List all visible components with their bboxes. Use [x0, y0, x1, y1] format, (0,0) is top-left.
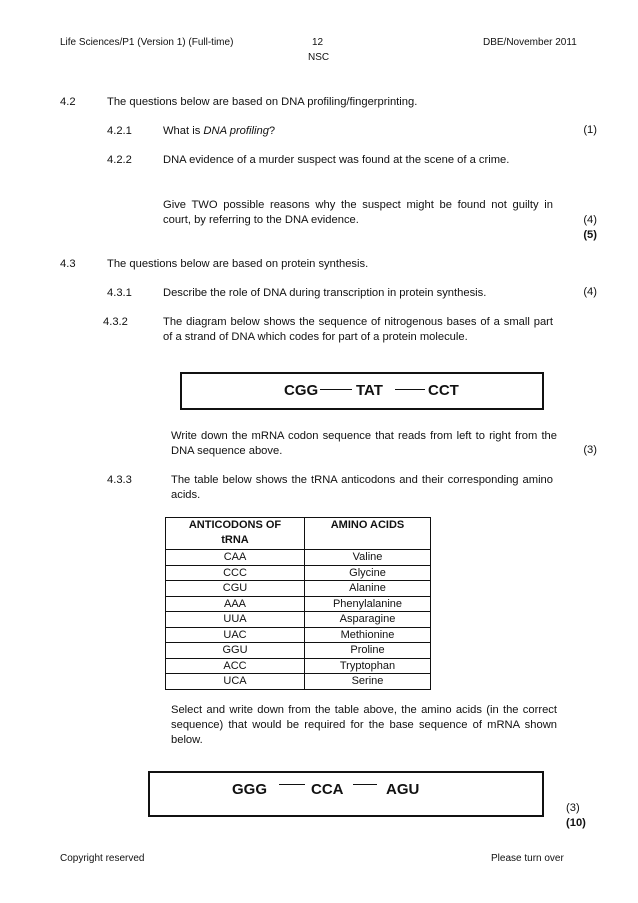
anticodon-cell: CAA — [166, 550, 305, 566]
anticodon-cell: CCC — [166, 565, 305, 581]
q4-2-1-question: What is DNA profiling? — [163, 125, 276, 137]
anticodon-cell: UUA — [166, 612, 305, 628]
mrna-codon-3: AGU — [386, 781, 420, 798]
mrna-sequence-dash — [279, 784, 305, 785]
q4-3-2-instruction: Write down the mRNA codon sequence that reads from left to right from the DNA sequence above. — [171, 430, 557, 457]
dna-sequence-dash — [395, 389, 425, 390]
q4-2-stem: The questions below are based on DNA profiling/fingerprinting. — [107, 96, 418, 108]
header-page-number: 12 — [312, 37, 324, 48]
table-row — [166, 627, 431, 643]
q4-3-3-marks: (3) — [566, 802, 580, 814]
q4-3-3-instruction: Select and write down from the table above, the amino acids (in the correct sequence) that would be required for the base sequence of mRNA shown below. — [171, 704, 557, 746]
anticodon-cell: ACC — [166, 658, 305, 674]
amino-acid-cell: Tryptophan — [305, 658, 431, 674]
q4-3-2-marks: (3) — [583, 444, 597, 456]
q4-2-2-instruction: Give TWO possible reasons why the suspect might be found not guilty in court, by referring to the DNA evidence. — [163, 199, 553, 226]
q4-2-1-number: 4.2.1 — [107, 125, 132, 137]
footer-turn-over: Please turn over — [491, 853, 564, 864]
anticodon-cell: GGU — [166, 643, 305, 659]
header-nsc: NSC — [308, 52, 330, 63]
amino-acid-cell: Asparagine — [305, 612, 431, 628]
table-row — [166, 643, 431, 659]
q4-2-1-marks: (1) — [583, 124, 597, 136]
q4-2-total-marks: (5) — [583, 229, 597, 241]
q4-3-3-number: 4.3.3 — [107, 474, 132, 486]
table-row — [166, 674, 431, 690]
table-header-amino-acids: AMINO ACIDS — [305, 518, 431, 550]
table-row — [166, 565, 431, 581]
anticodon-cell: CGU — [166, 581, 305, 597]
mrna-sequence-box — [148, 771, 544, 817]
amino-acid-cell: Phenylalanine — [305, 596, 431, 612]
mrna-codon-1: GGG — [232, 781, 268, 798]
q4-3-1-number: 4.3.1 — [107, 287, 132, 299]
q4-3-stem: The questions below are based on protein synthesis. — [107, 258, 369, 270]
anticodon-cell: AAA — [166, 596, 305, 612]
table-row — [166, 612, 431, 628]
table-row — [166, 581, 431, 597]
amino-acid-cell: Alanine — [305, 581, 431, 597]
anticodon-cell: UCA — [166, 674, 305, 690]
q4-2-2-marks: (4) — [583, 214, 597, 226]
q4-3-3-text: The table below shows the tRNA anticodons and their corresponding amino acids. — [171, 474, 553, 501]
q4-2-2-number: 4.2.2 — [107, 154, 132, 166]
dna-codon-3: CCT — [428, 382, 459, 399]
dna-sequence-dash — [320, 389, 352, 390]
table-header-row — [166, 518, 431, 550]
amino-acid-cell: Serine — [305, 674, 431, 690]
anticodon-table — [165, 517, 431, 690]
q4-3-1-marks: (4) — [583, 286, 597, 298]
table-row — [166, 658, 431, 674]
dna-codon-1: CGG — [284, 382, 319, 399]
anticodon-cell: UAC — [166, 627, 305, 643]
q4-3-2-number: 4.3.2 — [103, 316, 128, 328]
header-exam-date: DBE/November 2011 — [483, 37, 577, 48]
q4-3-2-text: The diagram below shows the sequence of nitrogenous bases of a small part of a strand of DNA which codes for part of a protein molecule. — [163, 316, 553, 343]
q4-2-number: 4.2 — [60, 96, 76, 108]
table-row — [166, 596, 431, 612]
amino-acid-cell: Proline — [305, 643, 431, 659]
q4-2-2-text: DNA evidence of a murder suspect was found at the scene of a crime. — [163, 154, 510, 166]
table-row — [166, 550, 431, 566]
amino-acid-cell: Valine — [305, 550, 431, 566]
amino-acid-cell: Glycine — [305, 565, 431, 581]
q4-3-number: 4.3 — [60, 258, 76, 270]
mrna-codon-2: CCA — [311, 781, 344, 798]
amino-acid-cell: Methionine — [305, 627, 431, 643]
q4-3-1-question: Describe the role of DNA during transcription in protein synthesis. — [163, 287, 487, 299]
mrna-sequence-dash — [353, 784, 377, 785]
header-paper-title: Life Sciences/P1 (Version 1) (Full-time) — [60, 37, 234, 48]
table-header-anticodons: ANTICODONS OF tRNA — [166, 518, 305, 550]
footer-copyright: Copyright reserved — [60, 853, 145, 864]
dna-codon-2: TAT — [356, 382, 383, 399]
q4-3-total-marks: (10) — [566, 817, 586, 829]
